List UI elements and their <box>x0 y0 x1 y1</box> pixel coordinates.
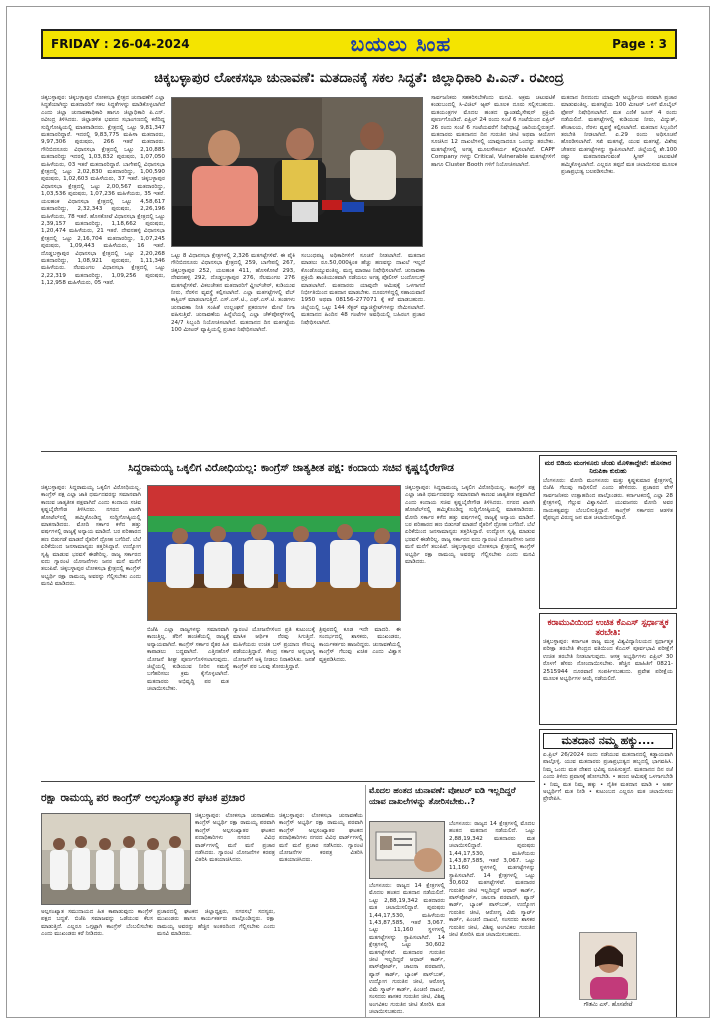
story4-text-cont: ಬೆಂಗಳೂರು: ರಾಜ್ಯದ 14 ಕ್ಷೇತ್ರಗಳಲ್ಲಿ ಮೊದಲ ಹಂತದ ಮತದಾನ ನಡೆಯಲಿದೆ. ಒಟ್ಟು 2,88,19,342 ಮತದಾರರು ಮತ ಚಲಾಯಿಸಲಿದ್ದಾರೆ. ಪುರುಷರು 1,44,17,530, ಮಹಿಳೆಯರು 1,43,87,585, ಇತರೆ 3,067. ಒಟ್ಟು 11,160 ಸ್ಥಳಗಳಲ್ಲಿ ಮತಗಟ್ಟೆಗಳನ್ನು ಸ್ಥಾಪಿಸಲಾಗಿದೆ. 14 ಕ್ಷೇತ್ರಗಳಲ್ಲಿ ಒಟ್ಟು 30,602 ಮತಗಟ್ಟೆಗಳಿವೆ. ಮತದಾರರ ಗುರುತಿನ ಚೀಟಿ ಇಲ್ಲದಿದ್ದರೆ ಆಧಾರ್ ಕಾರ್ಡ್, ಪಾಸ್‌ಪೋರ್ಟ್, ಚಾಲನಾ ಪರವಾನಗಿ, ಪ್ಯಾನ್ ಕಾರ್ಡ್, ಬ್ಯಾಂಕ್ ಪಾಸ್‌ಬುಕ್, ಉದ್ಯೋಗ ಗುರುತಿನ ಚೀಟಿ, ಆರೋಗ್ಯ ವಿಮೆ ಸ್ಮಾರ್ಟ್ ಕಾರ್ಡ್, ಪಿಂಚಣಿ ದಾಖಲೆ, ಸಂಸದರು ಶಾಸಕರ ಗುರುತಿನ ಚೀಟಿ, ವಿಶಿಷ್ಟ ಅಂಗವಿಕಲ ಗುರುತಿನ ಚೀಟಿ ತೋರಿಸಿ ಮತ ಚಲಾಯಿಸಬಹುದು. <box>369 883 445 1015</box>
box1-headline: ಮರ ಬಿಡಿಯ ಮಂಗಳೂರು ಚೆಂಡು ಮೊಳಿತಾದ್ದೇವೆ: ಹೊಸಕಾರ ನಿರುಪಿಕಾ ಕುರುಹು <box>544 459 672 475</box>
box2-headline: ಕರಾಮುವಿಯಿಂದ ಉಚಿತ ಕೆಎಎಸ್ ಸ್ಪರ್ಧಾತ್ಮಕ ತರಬೇತಿ: <box>547 617 669 637</box>
campaign-photo <box>42 814 191 905</box>
story2-photo <box>147 485 401 621</box>
box3-portrait <box>579 932 637 1000</box>
divider <box>41 451 677 452</box>
story2-column-2: ಬಿಜೆಪಿ ಎಲ್ಲಾ ರಾಜ್ಯಗಳನ್ನು ಸಮಾನವಾಗಿ ಕಾಣುತ್ತಿಲ್ಲ. ತೆರಿಗೆ ಹಂಚಿಕೆಯಲ್ಲಿ ರಾಜ್ಯಕ್ಕೆ ಅನ್ಯಾಯವಾಗಿದೆ. ಕಾಂಗ್ರೆಸ್ ಸರ್ಕಾರ ರೈತರ ಹಿತ ಕಾಪಾಡಲು ಬದ್ಧವಾಗಿದೆ. ಎತ್ತಿನಹೊಳೆ ಯೋಜನೆ ಶೀಘ್ರ ಪೂರ್ಣಗೊಳಿಸಲಾಗುವುದು. ಜಿಲ್ಲೆಯಲ್ಲಿ ಕುಡಿಯುವ ನೀರಿನ ಸಮಸ್ಯೆ ಬಗೆಹರಿಸಲು ಕ್ರಮ ಕೈಗೊಳ್ಳಲಾಗಿದೆ. ಮತದಾರರು ಅಭಿವೃದ್ಧಿ ಪರ ಮತ ಚಲಾಯಿಸಬೇಕು. <box>147 627 229 693</box>
box1 <box>539 455 677 609</box>
box3-caption: ಗೌತಮಿ ಎಸ್. ಹೊಸಪೇಟೆ <box>583 1002 633 1008</box>
issue-date: FRIDAY : 26-04-2024 <box>51 37 190 51</box>
story1-column-2: ಒಟ್ಟು 8 ವಿಧಾನಸಭಾ ಕ್ಷೇತ್ರಗಳಲ್ಲಿ 2,326 ಮತಗಟ್ಟೆಗಳಿವೆ. ಈ ಪೈಕಿ ಗೌರಿಬಿದನೂರು ವಿಧಾನಸಭಾ ಕ್ಷೇತ್ರದಲ್ಲಿ 259, ಬಾಗೇಪಲ್ಲಿ 267, ಚಿಕ್ಕಬಳ್ಳಾಪುರ 252, ಯಲಹಂಕ 411, ಹೊಸಕೋಟೆ 293, ದೇವನಹಳ್ಳಿ 292, ದೊಡ್ಡಬಳ್ಳಾಪುರ 276, ನೆಲಮಂಗಲ 276 ಮತಗಟ್ಟೆಗಳಿವೆ. ವಿಕಲಚೇತನ ಮತದಾರರಿಗೆ ವ್ಹೀಲ್‌ಚೇರ್, ಕುಡಿಯುವ ನೀರು, ನೆರಳಿನ ವ್ಯವಸ್ಥೆ ಕಲ್ಪಿಸಲಾಗಿದೆ. ಎಲ್ಲಾ ಮತಗಟ್ಟೆಗಳಲ್ಲಿ ವೆಬ್ ಕಾಸ್ಟಿಂಗ್ ಮಾಡಲಾಗುತ್ತಿದೆ. ಎಸ್.ಎಸ್.ಟಿ., ಎಫ್.ಎಸ್.ಟಿ. ತಂಡಗಳು ಚುನಾವಣಾ ನೀತಿ ಸಂಹಿತೆ ಉಲ್ಲಂಘನೆ ಪ್ರಕರಣಗಳ ಮೇಲೆ ನಿಗಾ ವಹಿಸುತ್ತಿವೆ. ಚುನಾವಣೆಯ ಹಿನ್ನೆಲೆಯಲ್ಲಿ ಎಲ್ಲಾ ಚೆಕ್‌ಪೋಸ್ಟ್‌ಗಳಲ್ಲಿ 24/7 ಸಿಬ್ಬಂದಿ ನಿಯೋಜಿಸಲಾಗಿದೆ. ಮತದಾನದ ದಿನ ಮತಗಟ್ಟೆಯ 100 ಮೀಟರ್ ವ್ಯಾಪ್ತಿಯಲ್ಲಿ ಪ್ರಚಾರ ನಿಷೇಧಿಸಲಾಗಿದೆ. <box>171 253 295 334</box>
story2-column-1: ಚಿಕ್ಕಬಳ್ಳಾಪುರ: ಸಿದ್ದರಾಮಯ್ಯ ಒಕ್ಕಲಿಗ ವಿರೋಧಿಯಲ್ಲ. ಕಾಂಗ್ರೆಸ್ ಪಕ್ಷ ಎಲ್ಲಾ ಜಾತಿ ಧರ್ಮದವರನ್ನು ಸಮಾನವಾಗಿ ಕಾಣುವ ಜಾತ್ಯತೀತ ಪಕ್ಷವಾಗಿದೆ ಎಂದು ಕಂದಾಯ ಸಚಿವ ಕೃಷ್ಣಬೈರೇಗೌಡ ತಿಳಿಸಿದರು. ನಗರದ ಖಾಸಗಿ ಹೋಟೆಲ್‌ನಲ್ಲಿ ಹಮ್ಮಿಕೊಂಡಿದ್ದ ಸುದ್ದಿಗೋಷ್ಠಿಯಲ್ಲಿ ಮಾತನಾಡಿದರು. ಮೋದಿ ಸರ್ಕಾರ ಕಳೆದ ಹತ್ತು ವರ್ಷಗಳಲ್ಲಿ ರಾಜ್ಯಕ್ಕೆ ಅನ್ಯಾಯ ಮಾಡಿದೆ. ಬರ ಪರಿಹಾರದ ಹಣ ಬಿಡುಗಡೆ ಮಾಡದೆ ರೈತರಿಗೆ ದ್ರೋಹ ಬಗೆದಿದೆ. ಬೆಲೆ ಏರಿಕೆಯಿಂದ ಜನಸಾಮಾನ್ಯರು ತತ್ತರಿಸಿದ್ದಾರೆ. ಉದ್ಯೋಗ ಸೃಷ್ಟಿ ಮಾಡುವ ಭರವಸೆ ಈಡೇರಿಲ್ಲ. ರಾಜ್ಯ ಸರ್ಕಾರದ ಐದು ಗ್ಯಾರಂಟಿ ಯೋಜನೆಗಳು ಜನರ ಮನೆ ಮನೆಗೆ ತಲುಪಿವೆ. ಚಿಕ್ಕಬಳ್ಳಾಪುರ ಲೋಕಸಭಾ ಕ್ಷೇತ್ರದಲ್ಲಿ ಕಾಂಗ್ರೆಸ್ ಅಭ್ಯರ್ಥಿ ರಕ್ಷಾ ರಾಮಯ್ಯ ಅವರನ್ನು ಗೆಲ್ಲಿಸಬೇಕು ಎಂದು ಮನವಿ ಮಾಡಿದರು. <box>41 485 141 588</box>
story3-column-3: ಪ್ರಚಾರದಲ್ಲಿ ಘಟಕದ ಜಿಲ್ಲಾಧ್ಯಕ್ಷರು, ನಗರಸಭೆ ಸದಸ್ಯರು, ಮುಖಂಡರು ಹಾಗೂ ಕಾರ್ಯಕರ್ತರು ಪಾಲ್ಗೊಂಡಿದ್ದರು. ರಕ್ಷಾ ರಾಮಯ್ಯ ಅವರನ್ನು ಹೆಚ್ಚಿನ ಅಂತರದಿಂದ ಗೆಲ್ಲಿಸಬೇಕು ಎಂದು ಮನವಿ ಮಾಡಿದರು. <box>157 909 275 938</box>
voter-id-photo <box>370 822 445 879</box>
portrait-photo <box>580 933 637 1000</box>
divider <box>41 781 535 782</box>
story3-headline-bar <box>41 785 347 811</box>
story1-column-1: ಚಿಕ್ಕಬಳ್ಳಾಪುರ: ಚಿಕ್ಕಬಳ್ಳಾಪುರ ಲೋಕಸಭಾ ಕ್ಷೇತ್ರದ ಚುನಾವಣೆಗೆ ಎಲ್ಲಾ ಸಿದ್ಧತೆಯಾಗಿದ್ದು ಮತದಾರರಿಗೆ ಸಕಲ ಸಿದ್ಧತೆಗಳನ್ನು ಮಾಡಿಕೊಳ್ಳಲಾಗಿದೆ ಎಂದು ಜಿಲ್ಲಾ ಚುನಾವಣಾಧಿಕಾರಿ ಹಾಗೂ ಜಿಲ್ಲಾಧಿಕಾರಿ ಪಿ.ಎನ್. ರವೀಂದ್ರ ತಿಳಿಸಿದರು. ಜಿಲ್ಲಾಡಳಿತ ಭವನದ ಸಭಾಂಗಣದಲ್ಲಿ ಕರೆದಿದ್ದ ಸುದ್ದಿಗೋಷ್ಠಿಯಲ್ಲಿ ಮಾತನಾಡಿದರು. ಕ್ಷೇತ್ರದಲ್ಲಿ ಒಟ್ಟು 9,81,347 ಮತದಾರರಿದ್ದಾರೆ. ಇದರಲ್ಲಿ 9,83,775 ಮಹಿಳಾ ಮತದಾರರು, 9,97,306 ಪುರುಷರು, 266 ಇತರೆ ಮತದಾರರು. ಗೌರಿಬಿದನೂರು ವಿಧಾನಸಭಾ ಕ್ಷೇತ್ರದಲ್ಲಿ ಒಟ್ಟು 2,10,885 ಮತದಾರರಿದ್ದು ಇದರಲ್ಲಿ 1,03,832 ಪುರುಷರು, 1,07,050 ಮಹಿಳೆಯರು, 03 ಇತರೆ ಮತದಾರರಿದ್ದಾರೆ. ಬಾಗೇಪಲ್ಲಿ ವಿಧಾನಸಭಾ ಕ್ಷೇತ್ರದಲ್ಲಿ ಒಟ್ಟು 2,02,830 ಮತದಾರರಿದ್ದು, 1,00,590 ಪುರುಷರು, 1,02,603 ಮಹಿಳೆಯರು, 37 ಇತರೆ. ಚಿಕ್ಕಬಳ್ಳಾಪುರ ವಿಧಾನಸಭಾ ಕ್ಷೇತ್ರದಲ್ಲಿ ಒಟ್ಟು 2,00,567 ಮತದಾರರಿದ್ದು, 1,03,536 ಪುರುಷರು, 1,07,236 ಮಹಿಳೆಯರು, 35 ಇತರೆ. ಯಲಹಂಕ ವಿಧಾನಸಭಾ ಕ್ಷೇತ್ರದಲ್ಲಿ ಒಟ್ಟು 4,58,617 ಮತದಾರರಿದ್ದು, 2,32,343 ಪುರುಷರು, 2,26,196 ಮಹಿಳೆಯರು, 78 ಇತರೆ. ಹೊಸಕೋಟೆ ವಿಧಾನಸಭಾ ಕ್ಷೇತ್ರದಲ್ಲಿ ಒಟ್ಟು 2,39,157 ಮತದಾರರಿದ್ದು, 1,18,662 ಪುರುಷರು, 1,20,474 ಮಹಿಳೆಯರು, 21 ಇತರೆ. ದೇವನಹಳ್ಳಿ ವಿಧಾನಸಭಾ ಕ್ಷೇತ್ರದಲ್ಲಿ ಒಟ್ಟು 2,16,704 ಮತದಾರರಿದ್ದು, 1,07,245 ಪುರುಷರು, 1,09,443 ಮಹಿಳೆಯರು, 16 ಇತರೆ. ದೊಡ್ಡಬಳ್ಳಾಪುರ ವಿಧಾನಸಭಾ ಕ್ಷೇತ್ರದಲ್ಲಿ ಒಟ್ಟು 2,20,268 ಮತದಾರರಿದ್ದು, 1,08,921 ಪುರುಷರು, 1,11,346 ಮಹಿಳೆಯರು. ನೆಲಮಂಗಲ ವಿಧಾನಸಭಾ ಕ್ಷೇತ್ರದಲ್ಲಿ ಒಟ್ಟು 2,22,319 ಮತದಾರರಿದ್ದು, 1,09,256 ಪುರುಷರು, 1,12,958 ಮಹಿಳೆಯರು, 05 ಇತರೆ. <box>41 95 165 287</box>
story1-headline-bar <box>41 65 677 91</box>
box3 <box>539 729 677 1018</box>
story4-headline-block <box>369 785 535 817</box>
story1-headline: ಚಿಕ್ಕಬಳ್ಳಾಪುರ ಲೋಕಸಭಾ ಚುನಾವಣೆ: ಮತದಾನಕ್ಕೆ ಸಕಲ ಸಿದ್ಧತೆ: ಜಿಲ್ಲಾಧಿಕಾರಿ ಪಿ.ಎನ್. ರವೀಂದ್ರ <box>154 70 564 86</box>
story2-column-3: ಗ್ಯಾರಂಟಿ ಯೋಜನೆಗಳಿಂದ ಪ್ರತಿ ಕುಟುಂಬಕ್ಕೆ ಮಾಸಿಕ ಆರ್ಥಿಕ ನೆರವು ಸಿಗುತ್ತಿದೆ. ಮಹಿಳೆಯರು ಉಚಿತ ಬಸ್ ಪ್ರಯಾಣ ಸೌಲಭ್ಯ ಪಡೆಯುತ್ತಿದ್ದಾರೆ. ಕೇಂದ್ರ ಸರ್ಕಾರ ಅನ್ನಭಾಗ್ಯ ಯೋಜನೆಗೆ ಅಕ್ಕಿ ನೀಡಲು ನಿರಾಕರಿಸಿತು. ಜನತೆ ಕಾಂಗ್ರೆಸ್ ಪರ ಒಲವು ತೋರುತ್ತಿದ್ದಾರೆ. <box>233 627 315 671</box>
divider <box>365 785 366 1018</box>
story2-headline-bar <box>41 455 541 481</box>
box3-headline: ಮತದಾನ ನಮ್ಮ ಹಕ್ಕು.... <box>543 733 673 749</box>
page-number: Page : 3 <box>612 37 667 51</box>
story1-column-5: ಮತದಾನ ದಿನದಂದು ಯಾವುದೇ ಅಭ್ಯರ್ಥಿಯ ಪರವಾಗಿ ಪ್ರಚಾರ ಮಾಡುವಂತಿಲ್ಲ. ಮತಗಟ್ಟೆಯ 100 ಮೀಟರ್ ಒಳಗೆ ಮೊಬೈಲ್ ಫೋನ್ ನಿಷೇಧಿಸಲಾಗಿದೆ. ಮತ ಎಣಿಕೆ ಜೂನ್ 4 ರಂದು ನಡೆಯಲಿದೆ. ಮತಗಟ್ಟೆಗಳಲ್ಲಿ ಕುಡಿಯುವ ನೀರು, ವಿದ್ಯುತ್, ಶೌಚಾಲಯ, ನೆರಳು ವ್ಯವಸ್ಥೆ ಕಲ್ಪಿಸಲಾಗಿದೆ. ಮತದಾನ ಸಿಬ್ಬಂದಿಗೆ ತರಬೇತಿ ನೀಡಲಾಗಿದೆ. ಏ.29 ರಂದು ಅಧಿಸೂಚನೆ ಹೊರಡಿಸಲಾಗಿದೆ. ಸಖಿ ಮತಗಟ್ಟೆ, ಯುವ ಮತಗಟ್ಟೆ, ವಿಶೇಷ ಚೇತನರ ಮತಗಟ್ಟೆಗಳನ್ನು ಸ್ಥಾಪಿಸಲಾಗಿದೆ. ಜಿಲ್ಲೆಯಲ್ಲಿ ಶೇ.100 ರಷ್ಟು ಮತದಾನವಾಗುವಂತೆ ಸ್ವೀಪ್ ಚಟುವಟಿಕೆ ಹಮ್ಮಿಕೊಳ್ಳಲಾಗಿದೆ. ಎಲ್ಲರೂ ತಪ್ಪದೆ ಮತ ಚಲಾಯಿಸುವ ಮೂಲಕ ಪ್ರಜಾಪ್ರಭುತ್ವ ಬಲಪಡಿಸಬೇಕು. <box>561 95 677 176</box>
story3-column-1: ಚಿಕ್ಕಬಳ್ಳಾಪುರ: ಲೋಕಸಭಾ ಚುನಾವಣೆಯ ಕಾಂಗ್ರೆಸ್ ಅಭ್ಯರ್ಥಿ ರಕ್ಷಾ ರಾಮಯ್ಯ ಪರವಾಗಿ ಕಾಂಗ್ರೆಸ್ ಅಲ್ಪಸಂಖ್ಯಾತರ ಘಟಕದ ಪದಾಧಿಕಾರಿಗಳು ನಗರದ ವಿವಿಧ ವಾರ್ಡ್‌ಗಳಲ್ಲಿ ಮನೆ ಮನೆ ಪ್ರಚಾರ ನಡೆಸಿದರು. ಗ್ಯಾರಂಟಿ ಯೋಜನೆಗಳ ಕರಪತ್ರ ವಿತರಿಸಿ ಮತಯಾಚಿಸಿದರು. <box>195 813 275 864</box>
press-conference-photo <box>148 486 401 621</box>
story1-column-3: ಸಂಬಂಧಪಟ್ಟ ಅಧಿಕಾರಿಗಳಿಗೆ ಸೂಚನೆ ನೀಡಲಾಗಿದೆ. ಮತದಾನ ಮಾಡಲು ರೂ.50,000ಕ್ಕಿಂತ ಹೆಚ್ಚು ಹಣವನ್ನು ದಾಖಲೆ ಇಲ್ಲದೆ ಕೊಂಡೊಯ್ಯುವಂತಿಲ್ಲ. ಮದ್ಯ ಮಾರಾಟ ನಿಷೇಧಿಸಲಾಗಿದೆ. ಚುನಾವಣಾ ಪ್ರಕ್ರಿಯೆ ಶಾಂತಿಯುತವಾಗಿ ನಡೆಯಲು ಅಗತ್ಯ ಪೊಲೀಸ್ ಬಂದೋಬಸ್ತ್ ಮಾಡಲಾಗಿದೆ. ಮತದಾರರು ಯಾವುದೇ ಆಮಿಷಕ್ಕೆ ಒಳಗಾಗದೆ ನಿರ್ಭೀತಿಯಿಂದ ಮತದಾನ ಮಾಡಬೇಕು. ದೂರುಗಳಿದ್ದಲ್ಲಿ ಸಹಾಯವಾಣಿ 1950 ಅಥವಾ 08156-277071 ಕ್ಕೆ ಕರೆ ಮಾಡಬಹುದು. ಜಿಲ್ಲೆಯಲ್ಲಿ ಒಟ್ಟು 144 ಸೆಕ್ಟರ್ ಮ್ಯಾಜಿಸ್ಟ್ರೇಟ್‌ಗಳನ್ನು ನೇಮಿಸಲಾಗಿದೆ. ಮತದಾನದ ಹಿಂದಿನ 48 ಗಂಟೆಗಳ ಅವಧಿಯಲ್ಲಿ ಬಹಿರಂಗ ಪ್ರಚಾರ ನಿಷೇಧಿಸಲಾಗಿದೆ. <box>301 253 425 326</box>
box2 <box>539 613 677 725</box>
newspaper-title: ಬಯಲು ಸಿಂಹ <box>350 32 452 56</box>
story3-photo <box>41 813 191 905</box>
story4-photo <box>369 821 445 879</box>
story2-headline: ಸಿದ್ದರಾಮಯ್ಯ ಒಕ್ಕಲಿಗ ವಿರೋಧಿಯಲ್ಲ: ಕಾಂಗ್ರೆಸ್ ಜಾತ್ಯತೀತ ಪಕ್ಷ: ಕಂದಾಯ ಸಚಿವ ಕೃಷ್ಣಬೈರೇಗೌಡ <box>128 461 454 474</box>
story3-column-2: ಅಲ್ಪಸಂಖ್ಯಾತ ಸಮುದಾಯದ ಹಿತ ಕಾಪಾಡುವುದು ಕಾಂಗ್ರೆಸ್ ಪಕ್ಷದ ಬದ್ಧತೆ. ಬಿಜೆಪಿ ಸಮಾಜವನ್ನು ಒಡೆಯುವ ಕೆಲಸ ಮಾಡುತ್ತಿದೆ. ಎಲ್ಲರೂ ಒಗ್ಗಟ್ಟಾಗಿ ಕಾಂಗ್ರೆಸ್ ಬೆಂಬಲಿಸಬೇಕು ಎಂದು ಮುಖಂಡರು ಕರೆ ನೀಡಿದರು. <box>41 909 153 938</box>
box2-text: ಚಿಕ್ಕಬಳ್ಳಾಪುರ: ಕರ್ನಾಟಕ ರಾಜ್ಯ ಮುಕ್ತ ವಿಶ್ವವಿದ್ಯಾನಿಲಯದ ಸ್ಪರ್ಧಾತ್ಮಕ ಪರೀಕ್ಷಾ ತರಬೇತಿ ಕೇಂದ್ರದ ವತಿಯಿಂದ ಕೆಎಎಸ್ ಪೂರ್ವಭಾವಿ ಪರೀಕ್ಷೆಗೆ ಉಚಿತ ತರಬೇತಿ ನೀಡಲಾಗುವುದು. ಆಸಕ್ತ ಅಭ್ಯರ್ಥಿಗಳು ಏಪ್ರಿಲ್ 30 ರೊಳಗೆ ಹೆಸರು ನೋಂದಾಯಿಸಬೇಕು. ಹೆಚ್ಚಿನ ಮಾಹಿತಿಗೆ 0821-2515944 ದೂರವಾಣಿ ಸಂಪರ್ಕಿಸಬಹುದು. ಪ್ರವೇಶ ಪರೀಕ್ಷೆಯ ಮೂಲಕ ಅಭ್ಯರ್ಥಿಗಳ ಆಯ್ಕೆ ನಡೆಯಲಿದೆ. <box>543 639 673 683</box>
story1-photo <box>171 97 423 247</box>
box1-text: ಬೆಂಗಳೂರು: ಮೋದಿ ಮಂಗಳೂರು ಮತ್ತು ಕೃಷ್ಣಕುಮಾರ ಕ್ಷೇತ್ರಗಳಲ್ಲಿ ಬಿಜೆಪಿ ಗೆಲುವು ಸಾಧಿಸಲಿದೆ ಎಂದು ಹೇಳಿದರು. ಪ್ರಚಾರದ ವೇಳೆ ಸಾರ್ವಜನಿಕರು ಉತ್ಸಾಹದಿಂದ ಪಾಲ್ಗೊಂಡರು. ಕರ್ನಾಟಕದಲ್ಲಿ ಎಲ್ಲಾ 28 ಕ್ಷೇತ್ರಗಳಲ್ಲಿ ಗೆಲ್ಲುವ ವಿಶ್ವಾಸವಿದೆ. ಯುವಜನರು ಮೋದಿ ಅವರ ನಾಯಕತ್ವವನ್ನು ಬೆಂಬಲಿಸುತ್ತಿದ್ದಾರೆ. ಕಾಂಗ್ರೆಸ್ ಸರ್ಕಾರದ ಆಡಳಿತ ವೈಫಲ್ಯದ ವಿರುದ್ಧ ಜನ ಮತ ಚಲಾಯಿಸಲಿದ್ದಾರೆ. <box>543 478 673 522</box>
story1-column-4: ಸಾರ್ವಜನಿಕರು ಸಹಕರಿಸಬೇಕೆಂದು ಮನವಿ. ಅಕ್ರಮ ಚಟುವಟಿಕೆ ಕಂಡುಬಂದಲ್ಲಿ ಸಿ-ವಿಜಿಲ್ ಆ್ಯಪ್ ಮೂಲಕ ದೂರು ಸಲ್ಲಿಸಬಹುದು. ಮತಯಂತ್ರಗಳ ಮೊದಲ ಹಂತದ ರ‍್ಯಾಂಡಮೈಸೇಷನ್ ಪ್ರಕ್ರಿಯೆ ಪೂರ್ಣಗೊಂಡಿದೆ. ಏಪ್ರಿಲ್ 24 ರಂದು ಸಂಜೆ 6 ಗಂಟೆಯಿಂದ ಏಪ್ರಿಲ್ 26 ರಂದು ಸಂಜೆ 6 ಗಂಟೆಯವರೆಗೆ ನಿಷೇಧಾಜ್ಞೆ ಜಾರಿಯಲ್ಲಿರುತ್ತದೆ. ಮತದಾರರು ಮತದಾನದ ದಿನ ಗುರುತಿನ ಚೀಟಿ ಅಥವಾ ಆಯೋಗ ಸೂಚಿಸಿದ 12 ದಾಖಲೆಗಳಲ್ಲಿ ಯಾವುದಾದರೂ ಒಂದನ್ನು ತರಬೇಕು. ಮತಗಟ್ಟೆಗಳಲ್ಲಿ ಅಗತ್ಯ ಮೂಲಸೌಕರ್ಯ ಕಲ್ಪಿಸಲಾಗಿದೆ. CAPF Company ಗಳನ್ನು Critical, Vulnerable ಮತಗಟ್ಟೆಗಳಿಗೆ ಹಾಗೂ Cluster Booth ಗಳಿಗೆ ನಿಯೋಜಿಸಲಾಗಿದೆ. <box>431 95 555 168</box>
press-meet-photo <box>172 98 423 247</box>
newspaper-page <box>6 6 710 1018</box>
story2-column-5: ಚಿಕ್ಕಬಳ್ಳಾಪುರ: ಸಿದ್ದರಾಮಯ್ಯ ಒಕ್ಕಲಿಗ ವಿರೋಧಿಯಲ್ಲ. ಕಾಂಗ್ರೆಸ್ ಪಕ್ಷ ಎಲ್ಲಾ ಜಾತಿ ಧರ್ಮದವರನ್ನು ಸಮಾನವಾಗಿ ಕಾಣುವ ಜಾತ್ಯತೀತ ಪಕ್ಷವಾಗಿದೆ ಎಂದು ಕಂದಾಯ ಸಚಿವ ಕೃಷ್ಣಬೈರೇಗೌಡ ತಿಳಿಸಿದರು. ನಗರದ ಖಾಸಗಿ ಹೋಟೆಲ್‌ನಲ್ಲಿ ಹಮ್ಮಿಕೊಂಡಿದ್ದ ಸುದ್ದಿಗೋಷ್ಠಿಯಲ್ಲಿ ಮಾತನಾಡಿದರು. ಮೋದಿ ಸರ್ಕಾರ ಕಳೆದ ಹತ್ತು ವರ್ಷಗಳಲ್ಲಿ ರಾಜ್ಯಕ್ಕೆ ಅನ್ಯಾಯ ಮಾಡಿದೆ. ಬರ ಪರಿಹಾರದ ಹಣ ಬಿಡುಗಡೆ ಮಾಡದೆ ರೈತರಿಗೆ ದ್ರೋಹ ಬಗೆದಿದೆ. ಬೆಲೆ ಏರಿಕೆಯಿಂದ ಜನಸಾಮಾನ್ಯರು ತತ್ತರಿಸಿದ್ದಾರೆ. ಉದ್ಯೋಗ ಸೃಷ್ಟಿ ಮಾಡುವ ಭರವಸೆ ಈಡೇರಿಲ್ಲ. ರಾಜ್ಯ ಸರ್ಕಾರದ ಐದು ಗ್ಯಾರಂಟಿ ಯೋಜನೆಗಳು ಜನರ ಮನೆ ಮನೆಗೆ ತಲುಪಿವೆ. ಚಿಕ್ಕಬಳ್ಳಾಪುರ ಲೋಕಸಭಾ ಕ್ಷೇತ್ರದಲ್ಲಿ ಕಾಂಗ್ರೆಸ್ ಅಭ್ಯರ್ಥಿ ರಕ್ಷಾ ರಾಮಯ್ಯ ಅವರನ್ನು ಗೆಲ್ಲಿಸಬೇಕು ಎಂದು ಮನವಿ ಮಾಡಿದರು. <box>405 485 535 566</box>
masthead <box>41 29 677 59</box>
story2-column-4: ತ್ರಿಪುರದಲ್ಲಿ ಕೂಡ ಇದೇ ಮಾದರಿ. ಈ ಸಂದರ್ಭದಲ್ಲಿ ಶಾಸಕರು, ಮುಖಂಡರು, ಕಾರ್ಯಕರ್ತರು ಹಾಜರಿದ್ದರು. ಚುನಾವಣೆಯಲ್ಲಿ ಕಾಂಗ್ರೆಸ್ ಗೆಲುವು ಖಚಿತ ಎಂದು ವಿಶ್ವಾಸ ವ್ಯಕ್ತಪಡಿಸಿದರು. <box>319 627 401 663</box>
box3-text: ಏ.ಪ್ರಿಲ್ 26/2024 ರಂದು ನಡೆಯುವ ಮತದಾನದಲ್ಲಿ ಕಡ್ಡಾಯವಾಗಿ ಪಾಲ್ಗೊಳ್ಳಿ. ಯುವ ಮತದಾರರು ಪ್ರಜಾಪ್ರಭುತ್ವದ ಹಬ್ಬದಲ್ಲಿ ಭಾಗವಹಿಸಿ. ನಿಮ್ಮ ಒಂದು ಮತ ದೇಶದ ಭವಿಷ್ಯ ರೂಪಿಸುತ್ತದೆ. ಮತದಾನದ ದಿನ ರಜೆ ಎಂದು ತಿಳಿದು ಪ್ರವಾಸಕ್ಕೆ ಹೋಗಬೇಡಿ. • ಹಣದ ಆಮಿಷಕ್ಕೆ ಒಳಗಾಗಬೇಡಿ • ನಿಮ್ಮ ಮತ ನಿಮ್ಮ ಹಕ್ಕು • ನೈತಿಕ ಮತದಾನ ಮಾಡಿ • ಅರ್ಹ ಅಭ್ಯರ್ಥಿಗೆ ಮತ ನೀಡಿ • ಕುಟುಂಬದ ಎಲ್ಲರೂ ಮತ ಚಲಾಯಿಸಲು ಪ್ರೇರೇಪಿಸಿ. <box>543 752 673 803</box>
story3-headline: ರಕ್ಷಾ ರಾಮಯ್ಯ ಪರ ಕಾಂಗ್ರೆಸ್ ಅಲ್ಪಸಂಖ್ಯಾತರ ಘಟಕ ಪ್ರಚಾರ <box>41 791 245 804</box>
story3-column-4: ಚಿಕ್ಕಬಳ್ಳಾಪುರ: ಲೋಕಸಭಾ ಚುನಾವಣೆಯ ಕಾಂಗ್ರೆಸ್ ಅಭ್ಯರ್ಥಿ ರಕ್ಷಾ ರಾಮಯ್ಯ ಪರವಾಗಿ ಕಾಂಗ್ರೆಸ್ ಅಲ್ಪಸಂಖ್ಯಾತರ ಘಟಕದ ಪದಾಧಿಕಾರಿಗಳು ನಗರದ ವಿವಿಧ ವಾರ್ಡ್‌ಗಳಲ್ಲಿ ಮನೆ ಮನೆ ಪ್ರಚಾರ ನಡೆಸಿದರು. ಗ್ಯಾರಂಟಿ ಯೋಜನೆಗಳ ಕರಪತ್ರ ವಿತರಿಸಿ ಮತಯಾಚಿಸಿದರು. <box>279 813 363 864</box>
story4-text: ಬೆಂಗಳೂರು: ರಾಜ್ಯದ 14 ಕ್ಷೇತ್ರಗಳಲ್ಲಿ ಮೊದಲ ಹಂತದ ಮತದಾನ ನಡೆಯಲಿದೆ. ಒಟ್ಟು 2,88,19,342 ಮತದಾರರು ಮತ ಚಲಾಯಿಸಲಿದ್ದಾರೆ. ಪುರುಷರು 1,44,17,530, ಮಹಿಳೆಯರು 1,43,87,585, ಇತರೆ 3,067. ಒಟ್ಟು 11,160 ಸ್ಥಳಗಳಲ್ಲಿ ಮತಗಟ್ಟೆಗಳನ್ನು ಸ್ಥಾಪಿಸಲಾಗಿದೆ. 14 ಕ್ಷೇತ್ರಗಳಲ್ಲಿ ಒಟ್ಟು 30,602 ಮತಗಟ್ಟೆಗಳಿವೆ. ಮತದಾರರ ಗುರುತಿನ ಚೀಟಿ ಇಲ್ಲದಿದ್ದರೆ ಆಧಾರ್ ಕಾರ್ಡ್, ಪಾಸ್‌ಪೋರ್ಟ್, ಚಾಲನಾ ಪರವಾನಗಿ, ಪ್ಯಾನ್ ಕಾರ್ಡ್, ಬ್ಯಾಂಕ್ ಪಾಸ್‌ಬುಕ್, ಉದ್ಯೋಗ ಗುರುತಿನ ಚೀಟಿ, ಆರೋಗ್ಯ ವಿಮೆ ಸ್ಮಾರ್ಟ್ ಕಾರ್ಡ್, ಪಿಂಚಣಿ ದಾಖಲೆ, ಸಂಸದರು ಶಾಸಕರ ಗುರುತಿನ ಚೀಟಿ, ವಿಶಿಷ್ಟ ಅಂಗವಿಕಲ ಗುರುತಿನ ಚೀಟಿ ತೋರಿಸಿ ಮತ ಚಲಾಯಿಸಬಹುದು. <box>449 821 535 939</box>
story4-headline: ಮೊದಲ ಹಂತದ ಚುನಾವಣೆ: ವೋಟರ್ ಐಡಿ ಇಲ್ಲದಿದ್ದರೆ ಯಾವ ದಾಖಲೆಗಳನ್ನು ತೋರಿಸಬೇಕು..? <box>369 785 516 806</box>
